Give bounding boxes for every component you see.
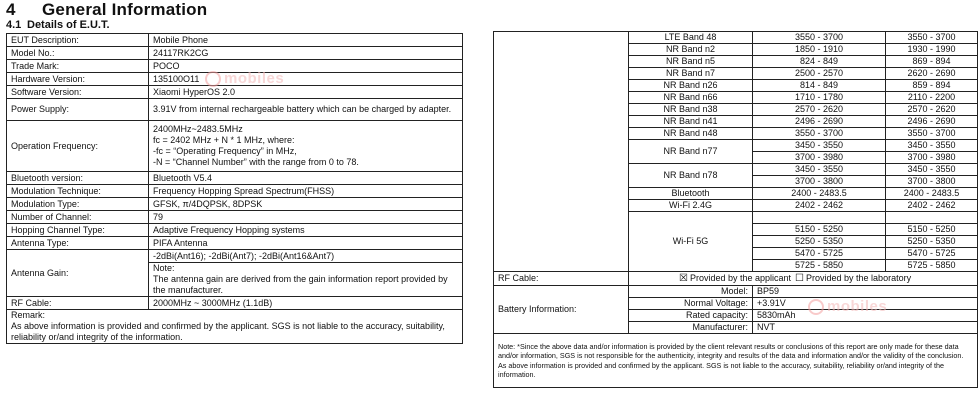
band-range-uplink: 5150 - 5250	[753, 224, 886, 236]
section-title: General Information	[42, 0, 208, 19]
eut-row	[7, 198, 463, 211]
eut-field-label: Antenna Gain:	[7, 250, 149, 297]
watermark-icon	[808, 299, 824, 315]
band-range-uplink: 3550 - 3700	[753, 128, 886, 140]
eut-field-label: Operation Frequency:	[7, 121, 149, 172]
band-range-uplink: 3550 - 3700	[753, 32, 886, 44]
rf-cable-options	[629, 272, 978, 286]
eut-field-label: Modulation Technique:	[7, 185, 149, 198]
battery-field-label: Manufacturer:	[629, 322, 753, 334]
remark-cell	[7, 310, 463, 344]
eut-field-label: RF Cable:	[7, 297, 149, 310]
band-range-downlink: 2110 - 2200	[886, 92, 978, 104]
band-name: Wi-Fi 2.4G	[629, 200, 753, 212]
band-name: Wi-Fi 5G	[629, 212, 753, 272]
band-range-uplink: 3450 - 3550	[753, 140, 886, 152]
eut-row	[7, 185, 463, 198]
band-range-uplink: 5250 - 5350	[753, 236, 886, 248]
band-row	[494, 32, 978, 44]
eut-field-value: Bluetooth V5.4	[149, 172, 463, 185]
battery-field-label: Rated capacity:	[629, 310, 753, 322]
eut-field-label: EUT Description:	[7, 34, 149, 47]
band-range-downlink: 1930 - 1990	[886, 44, 978, 56]
band-name: NR Band n78	[629, 164, 753, 188]
band-range-downlink: 5150 - 5250	[886, 224, 978, 236]
eut-row	[7, 297, 463, 310]
eut-field-label: Trade Mark:	[7, 60, 149, 73]
checked-checkbox-icon: ☒	[679, 273, 688, 284]
eut-row	[7, 34, 463, 47]
band-range-downlink: 2620 - 2690	[886, 68, 978, 80]
band-name: NR Band n66	[629, 92, 753, 104]
eut-field-line: fc = 2402 MHz + N * 1 MHz, where:	[153, 135, 295, 145]
frequency-bands-table	[493, 31, 978, 388]
band-name: NR Band n26	[629, 80, 753, 92]
section-heading	[6, 0, 207, 20]
band-range-downlink: 5250 - 5350	[886, 236, 978, 248]
band-range-uplink: 814 - 849	[753, 80, 886, 92]
battery-row	[494, 286, 978, 298]
note-text-disclaimer: Note: *Since the above data and/or information is provided by the client relevant results or conclusions of this report are only made for these data and/or information, SGS is not responsible for the authenticity, integrity and results of the data and information and/or the validity of the conclusion.	[498, 341, 964, 360]
eut-field-value: Adaptive Frequency Hopping systems	[149, 224, 463, 237]
antenna-gain-values: -2dBi(Ant16); -2dBi(Ant7); -2dBi(Ant16&Ant7)	[149, 250, 463, 263]
antenna-gain-note-text: The antenna gain are derived from the gain information report provided by the manufacturer.	[153, 274, 448, 295]
subsection-heading	[6, 19, 110, 31]
band-range-downlink	[886, 212, 978, 224]
eut-row	[7, 224, 463, 237]
band-range-uplink: 2500 - 2570	[753, 68, 886, 80]
antenna-gain-note	[149, 263, 463, 297]
remark-text: As above information is provided and confirmed by the applicant. SGS is not liable to the accuracy, suitability, reliability or/and integrity of the information.	[11, 321, 445, 342]
band-range-downlink: 5470 - 5725	[886, 248, 978, 260]
eut-field-value: Xiaomi HyperOS 2.0	[149, 86, 463, 99]
band-range-uplink: 3700 - 3980	[753, 152, 886, 164]
battery-field-value: +3.91V	[753, 298, 978, 310]
note-cell	[494, 334, 978, 388]
eut-field-value	[149, 121, 463, 172]
battery-label: Battery Information:	[494, 286, 629, 334]
note-text-liability: As above information is provided and confirmed by the applicant. SGS is not liable to the accuracy, suitability, reliability or/and integrity of the information.	[498, 360, 944, 379]
unchecked-checkbox-icon: ☐	[795, 273, 805, 284]
battery-field-value: NVT	[753, 322, 978, 334]
watermark-logo-left	[205, 70, 284, 87]
band-name: NR Band n7	[629, 68, 753, 80]
band-name: NR Band n38	[629, 104, 753, 116]
eut-field-label: Power Supply:	[7, 99, 149, 121]
band-range-downlink: 3700 - 3800	[886, 176, 978, 188]
eut-field-label: Number of Channel:	[7, 211, 149, 224]
band-range-downlink: 3700 - 3980	[886, 152, 978, 164]
eut-row	[7, 211, 463, 224]
eut-field-line: -N = “Channel Number” with the range from 0 to 78.	[153, 157, 359, 167]
rf-cable-option-laboratory: Provided by the laboratory	[806, 273, 912, 283]
antenna-gain-note-label: Note:	[153, 263, 175, 273]
note-row	[494, 334, 978, 388]
eut-field-value: POCO	[149, 60, 463, 73]
eut-row	[7, 86, 463, 99]
band-range-uplink	[753, 212, 886, 224]
eut-field-value: GFSK, π/4DQPSK, 8DPSK	[149, 198, 463, 211]
rf-cable-row	[494, 272, 978, 286]
eut-field-value: 2000MHz ~ 3000MHz (1.1dB)	[149, 297, 463, 310]
band-range-uplink: 1710 - 1780	[753, 92, 886, 104]
band-range-downlink: 2570 - 2620	[886, 104, 978, 116]
band-range-uplink: 824 - 849	[753, 56, 886, 68]
eut-field-value: 3.91V from internal rechargeable battery which can be charged by adapter.	[149, 99, 463, 121]
band-range-uplink: 2496 - 2690	[753, 116, 886, 128]
battery-field-value: BP59	[753, 286, 978, 298]
band-name: NR Band n2	[629, 44, 753, 56]
band-name: Bluetooth	[629, 188, 753, 200]
battery-field-label: Model:	[629, 286, 753, 298]
band-range-uplink: 3450 - 3550	[753, 164, 886, 176]
band-range-downlink: 869 - 894	[886, 56, 978, 68]
eut-field-label: Bluetooth version:	[7, 172, 149, 185]
eut-field-label: Antenna Type:	[7, 237, 149, 250]
eut-row	[7, 237, 463, 250]
band-name: NR Band n48	[629, 128, 753, 140]
rf-cable-option-applicant: Provided by the applicant	[689, 273, 792, 283]
watermark-logo-right	[808, 298, 887, 315]
eut-row	[7, 47, 463, 60]
eut-field-value: PIFA Antenna	[149, 237, 463, 250]
watermark-text: mobiles	[827, 298, 888, 315]
eut-field-value: 135100O11	[149, 73, 463, 86]
eut-field-value: 24117RK2CG	[149, 47, 463, 60]
band-range-uplink: 5470 - 5725	[753, 248, 886, 260]
band-range-uplink: 2402 - 2462	[753, 200, 886, 212]
band-range-uplink: 2570 - 2620	[753, 104, 886, 116]
eut-field-label: Model No.:	[7, 47, 149, 60]
eut-field-value: 79	[149, 211, 463, 224]
band-range-downlink: 2402 - 2462	[886, 200, 978, 212]
subsection-number: 4.1	[6, 19, 22, 31]
band-range-downlink: 3450 - 3550	[886, 140, 978, 152]
band-range-downlink: 3550 - 3700	[886, 32, 978, 44]
eut-row	[7, 250, 463, 263]
eut-field-line: 2400MHz~2483.5MHz	[153, 124, 243, 134]
band-range-downlink: 859 - 894	[886, 80, 978, 92]
band-range-uplink: 1850 - 1910	[753, 44, 886, 56]
eut-field-value: Frequency Hopping Spread Spectrum(FHSS)	[149, 185, 463, 198]
section-number: 4	[6, 0, 16, 19]
eut-field-line: -fc = “Operating Frequency” in MHz,	[153, 146, 297, 156]
remark-row	[7, 310, 463, 344]
eut-row	[7, 172, 463, 185]
band-name: LTE Band 48	[629, 32, 753, 44]
band-range-uplink: 3700 - 3800	[753, 176, 886, 188]
battery-field-label: Normal Voltage:	[629, 298, 753, 310]
band-range-downlink: 3550 - 3700	[886, 128, 978, 140]
rf-cable-label: RF Cable:	[494, 272, 629, 286]
band-name: NR Band n5	[629, 56, 753, 68]
band-range-downlink: 2400 - 2483.5	[886, 188, 978, 200]
eut-field-label: Hopping Channel Type:	[7, 224, 149, 237]
frequency-bands-body	[494, 32, 978, 388]
remark-label: Remark:	[11, 310, 46, 320]
battery-field-value: 5830mAh	[753, 310, 978, 322]
band-range-uplink: 2400 - 2483.5	[753, 188, 886, 200]
eut-field-value: Mobile Phone	[149, 34, 463, 47]
band-group-blank	[494, 32, 629, 272]
eut-field-label: Software Version:	[7, 86, 149, 99]
band-range-downlink: 2496 - 2690	[886, 116, 978, 128]
band-range-uplink: 5725 - 5850	[753, 260, 886, 272]
subsection-title: Details of E.U.T.	[27, 19, 110, 31]
eut-row	[7, 99, 463, 121]
watermark-icon	[205, 71, 221, 87]
eut-field-label: Modulation Type:	[7, 198, 149, 211]
watermark-text: mobiles	[224, 70, 285, 87]
band-name: NR Band n77	[629, 140, 753, 164]
band-range-downlink: 5725 - 5850	[886, 260, 978, 272]
eut-field-label: Hardware Version:	[7, 73, 149, 86]
band-range-downlink: 3450 - 3550	[886, 164, 978, 176]
eut-row	[7, 121, 463, 172]
band-name: NR Band n41	[629, 116, 753, 128]
